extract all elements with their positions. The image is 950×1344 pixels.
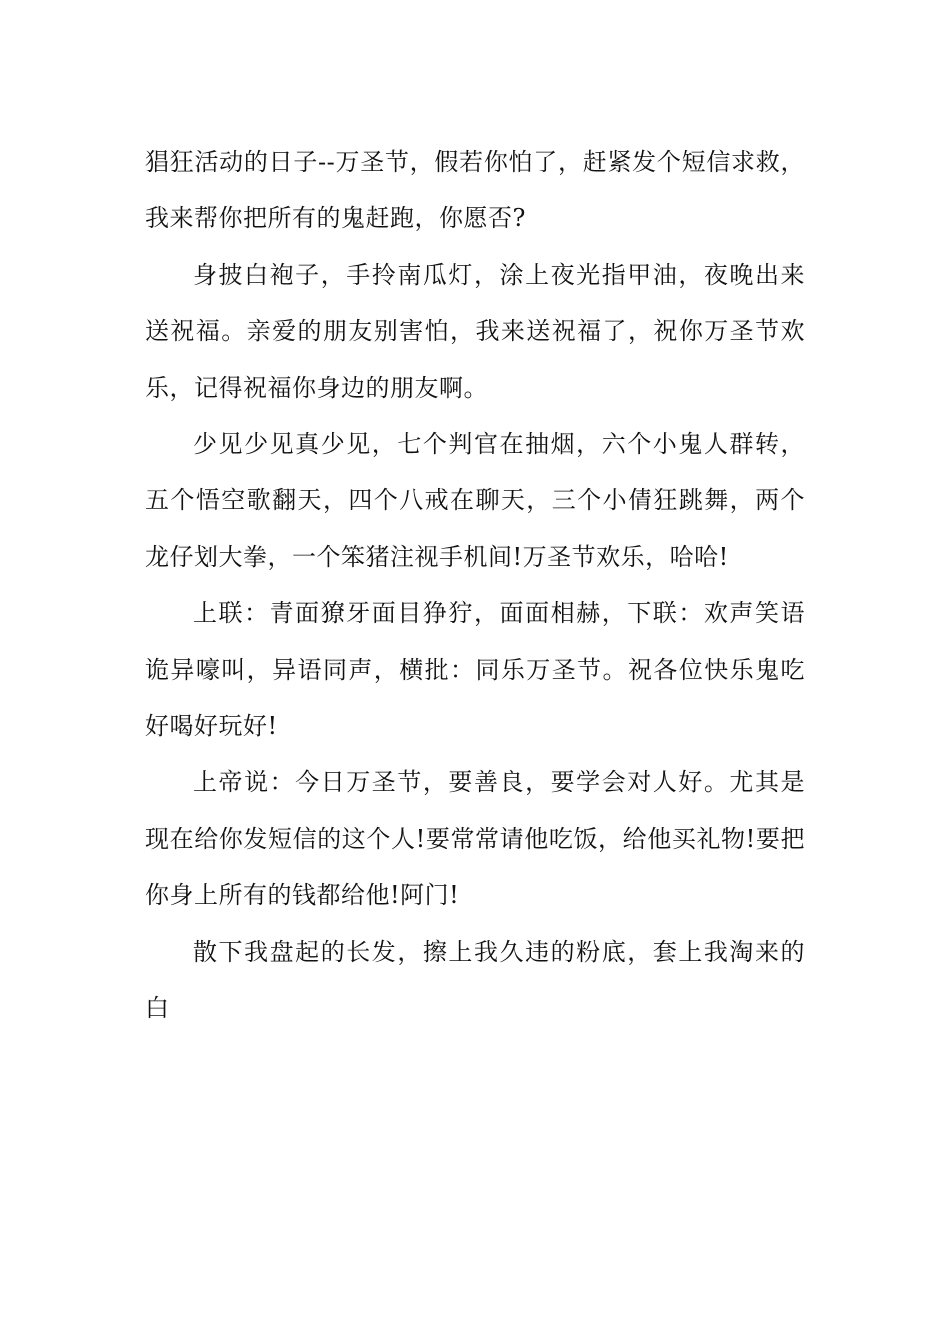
paragraph-3: 少见少见真少见，七个判官在抽烟，六个小鬼人群转，五个悟空歌翻天，四个八戒在聊天，三个小倩狂跳舞，两个龙仔划大拳，一个笨猪注视手机间!万圣节欢乐，哈哈! — [145, 430, 805, 571]
paragraph-5: 上帝说：今日万圣节，要善良，要学会对人好。尤其是现在给你发短信的这个人!要常常请他吃饭，给他买礼物!要把你身上所有的钱都给他!阿门! — [145, 768, 805, 910]
document-body — [145, 134, 805, 1037]
paragraph-6: 散下我盘起的长发，擦上我久违的粉底，套上我淘来的白 — [145, 937, 805, 1023]
paragraph-4: 上联：青面獠牙面目狰狞，面面相赫，下联：欢声笑语诡异嚎叫，异语同声，横批：同乐万圣节。祝各位快乐鬼吃好喝好玩好! — [145, 599, 805, 741]
paragraph-1: 猖狂活动的日子--万圣节，假若你怕了，赶紧发个短信求救，我来帮你把所有的鬼赶跑，你愿否? — [145, 148, 805, 233]
paragraph-2: 身披白袍子，手拎南瓜灯，涂上夜光指甲油，夜晚出来送祝福。亲爱的朋友别害怕，我来送祝福了，祝你万圣节欢乐，记得祝福你身边的朋友啊。 — [145, 260, 805, 402]
